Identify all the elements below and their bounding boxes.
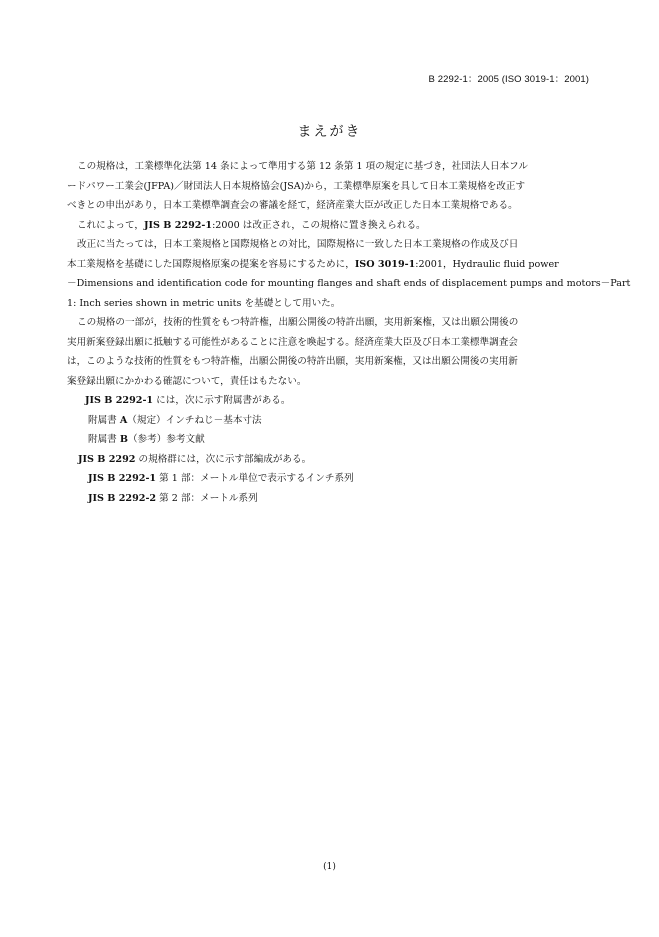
paragraph-2-jis-code: JIS B 2292-1 — [143, 219, 213, 231]
paragraph-3-text-c: :2001，Hydraulic fluid power — [415, 258, 559, 270]
paragraph-2-text-c: :2000 は改正され，この規格に置き換えられる。 — [212, 219, 426, 231]
series-intro-text: の規格群には，次に示す部編成がある。 — [135, 453, 312, 465]
paragraph-4-line-4: 案登録出願にかかわる確認について，責任はもたない。 — [67, 375, 307, 387]
paragraph-2 — [67, 216, 593, 236]
paragraph-3-line-2 — [67, 255, 593, 275]
annex-a-letter: A — [119, 414, 128, 426]
paragraph-4-line-1: この規格の一部が，技術的性質をもつ特許権，出願公開後の特許出願，実用新案権，又は出願公開後の — [77, 317, 519, 328]
page-title: まえがき — [297, 124, 362, 140]
paragraph-4-line-2: 実用新案登録出願に抵触する可能性があることに注意を喚起する。経済産業大臣及び日本工業標準調査会 — [67, 336, 518, 348]
paragraph-1-line-3: べきとの申出があり，日本工業標準調査会の審議を経て，経済産業大臣が改正した日本工業規格である。 — [67, 200, 518, 211]
paragraph-1-line-2: ードパワー工業会(JFPA)／財団法人日本規格協会(JSA)から，工業標準原案を具して日本工業規格を改正す — [67, 180, 526, 192]
annex-b-letter: B — [119, 434, 128, 445]
part-2-code: JIS B 2292-2 — [88, 492, 157, 504]
paragraph-2-text-a: これによって， — [77, 219, 144, 231]
paragraph-3-line-4: 1: Inch series shown in metric units を基礎として用いた。 — [67, 297, 341, 309]
part-1-code: JIS B 2292-1 — [88, 473, 157, 484]
annex-item-b — [67, 430, 593, 450]
document-reference: B 2292-1：2005 (ISO 3019-1：2001) — [428, 74, 589, 85]
paragraph-4-line-3: は，このような技術的性質をもつ特許権，出願公開後の特許出願，実用新案権，又は出願公開後の実用新 — [67, 356, 518, 367]
annex-intro-code: JIS B 2292-1 — [85, 395, 154, 406]
annex-item-a — [67, 411, 593, 431]
series-intro — [67, 450, 593, 470]
paragraph-3-line-1: 改正に当たっては，日本工業規格と国際規格との対比，国際規格に一致した日本工業規格の作成及び日 — [77, 239, 519, 250]
annex-a-prefix: 附属書 — [88, 414, 120, 426]
part-item-1 — [67, 469, 593, 489]
annex-intro-text: には，次に示す附属書がある。 — [153, 395, 291, 406]
series-intro-code: JIS B 2292 — [78, 453, 136, 465]
page-number: (1) — [323, 862, 336, 872]
annex-b-prefix: 附属書 — [88, 434, 120, 445]
part-1-text: 第 1 部：メートル単位で表示するインチ系列 — [156, 473, 354, 484]
annex-intro — [67, 391, 593, 411]
paragraph-3-line-3: －Dimensions and identification code for mounting flanges and shaft ends of displacement pumps and motors－Part — [67, 278, 631, 289]
part-2-text: 第 2 部：メートル系列 — [156, 492, 258, 504]
annex-b-text: （参考）参考文献 — [127, 434, 205, 445]
part-item-2 — [67, 489, 593, 509]
foreword-body — [67, 157, 631, 508]
annex-a-text: （規定）インチねじ－基本寸法 — [127, 414, 262, 426]
paragraph-1-line-1: この規格は，工業標準化法第 14 条によって準用する第 12 条第 1 項の規定に基づき，社団法人日本フル — [77, 161, 528, 172]
paragraph-3-text-a: 本工業規格を基礎にした国際規格原案の提案を容易にするために， — [67, 258, 355, 270]
paragraph-3-iso-code: ISO 3019-1 — [354, 258, 416, 270]
